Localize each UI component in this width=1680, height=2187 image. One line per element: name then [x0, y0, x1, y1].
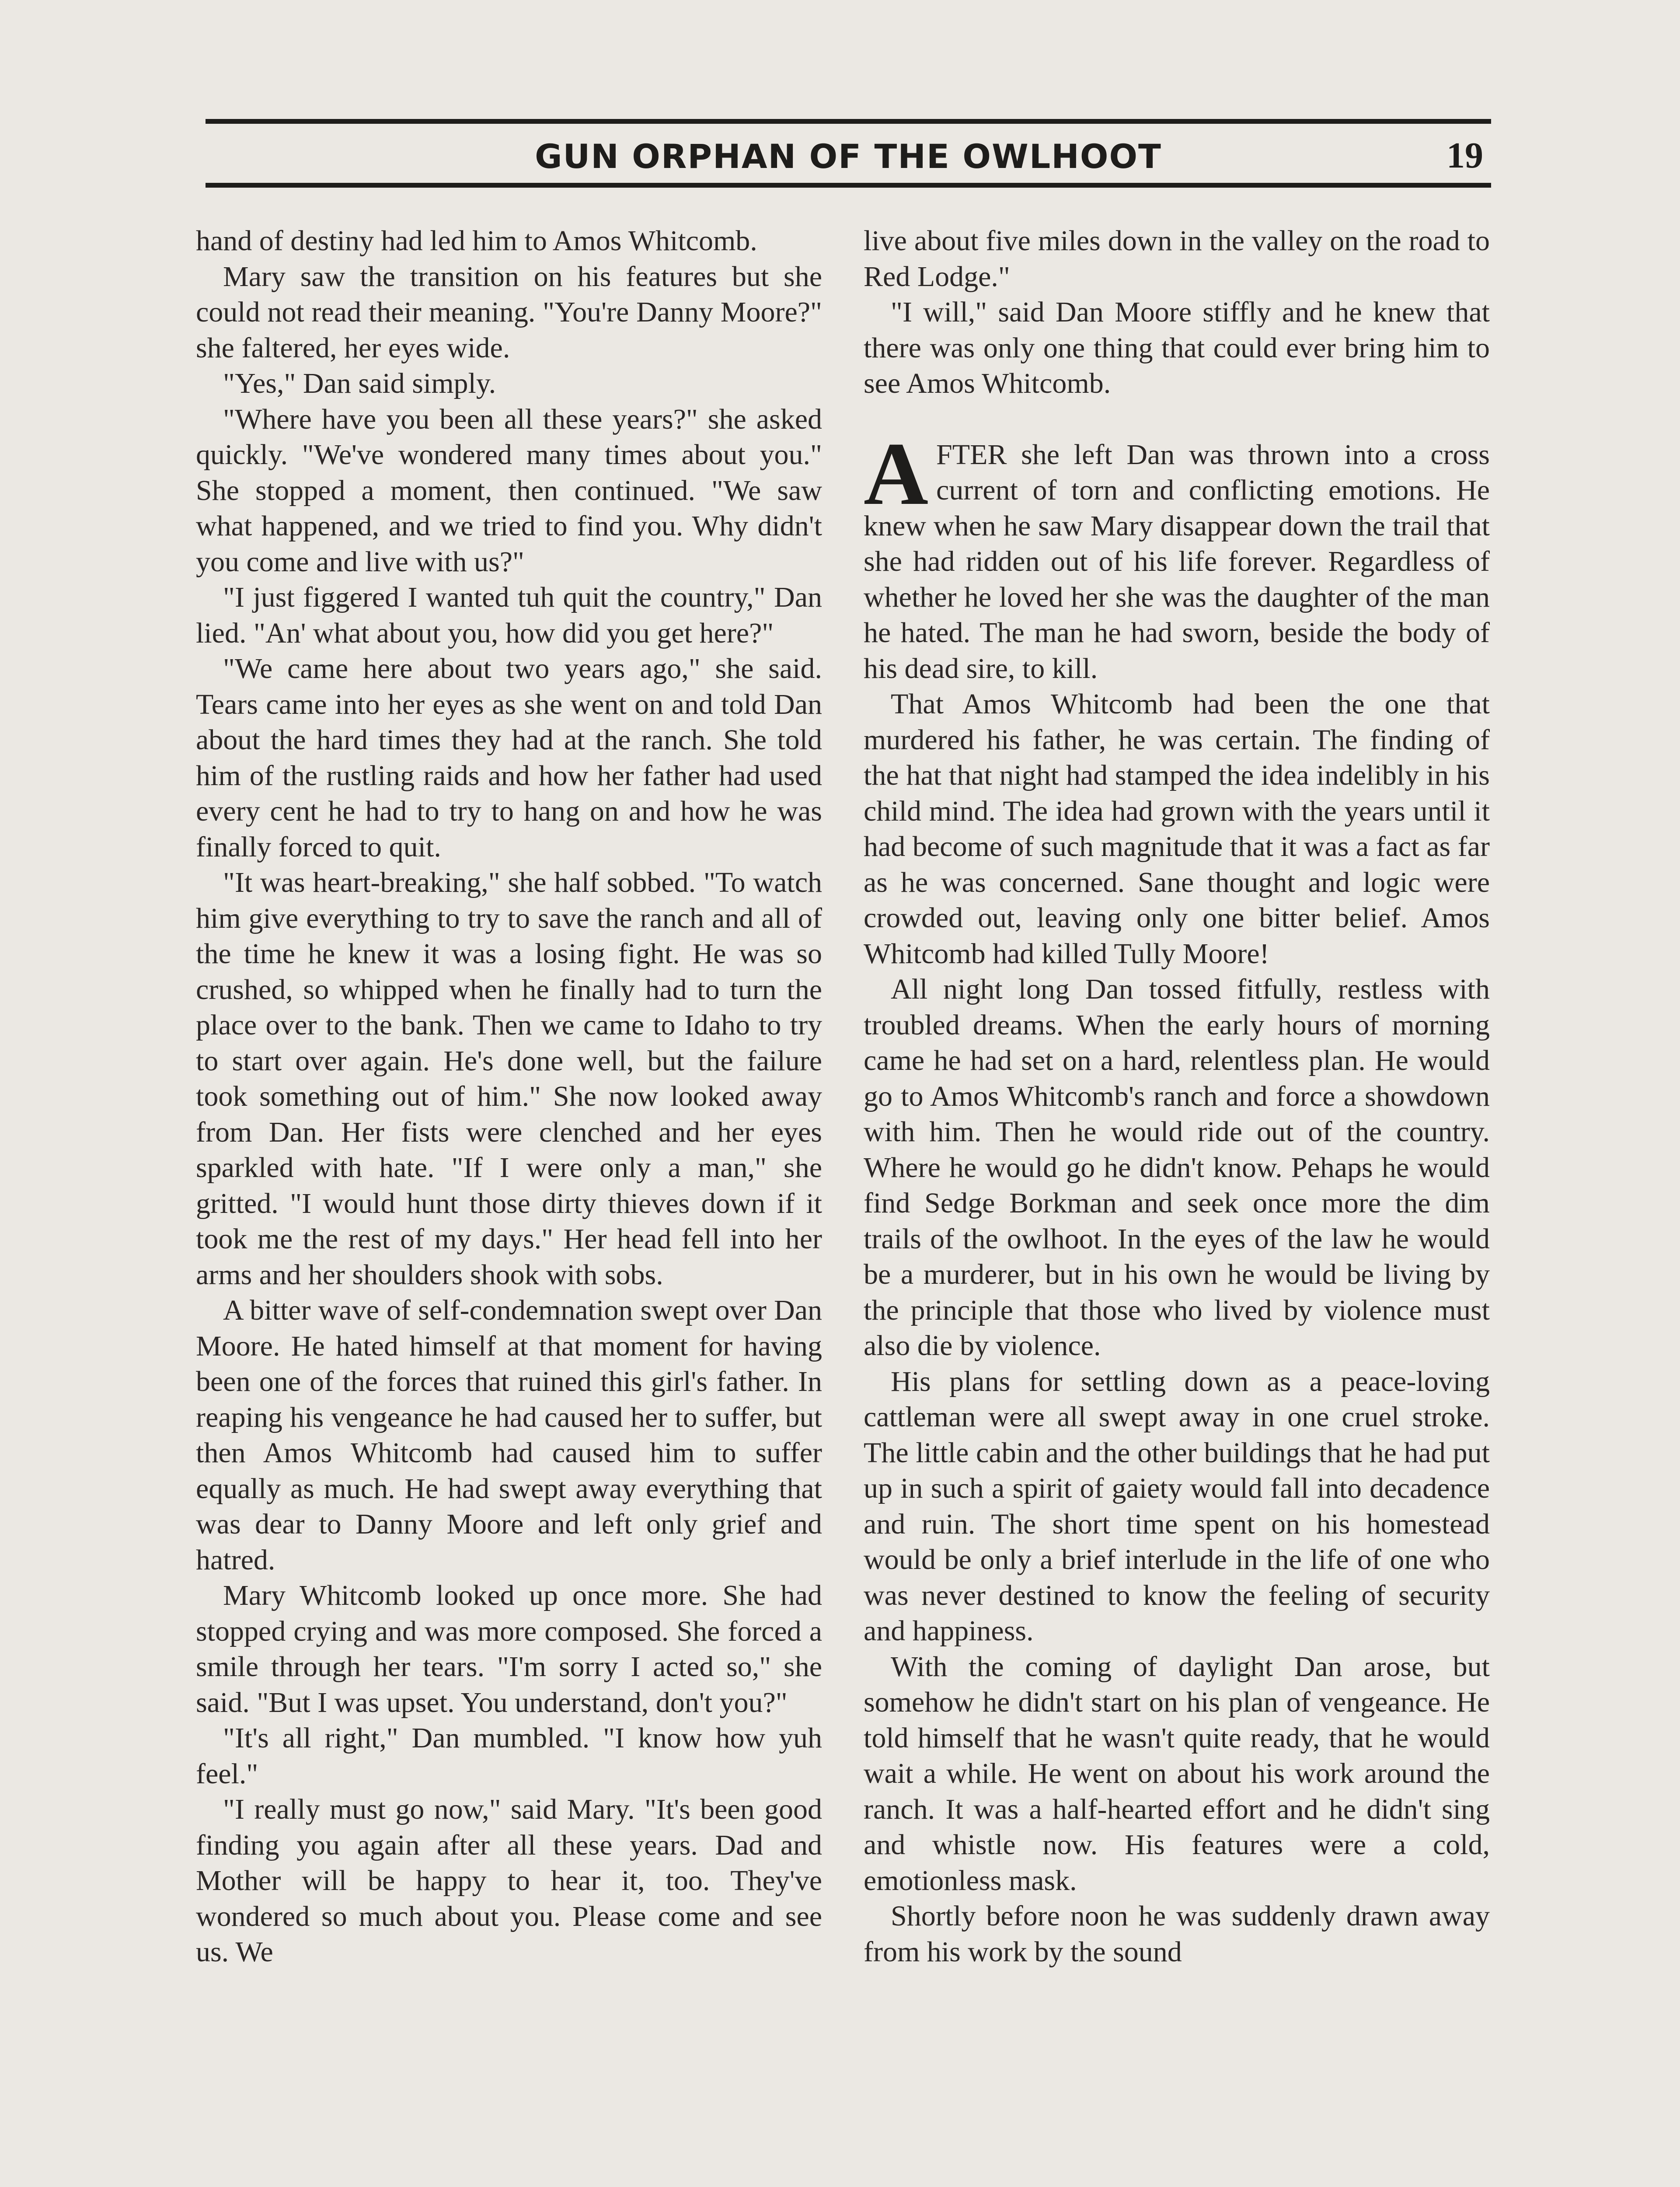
drop-cap: A: [864, 424, 929, 524]
header-top-rule: [206, 119, 1491, 124]
paragraph: "It's all right," Dan mumbled. "I know how yuh feel.": [196, 1722, 822, 1790]
running-title: GUN ORPHAN OF THE OWLHOOT: [535, 137, 1162, 176]
drop-paragraph-text: FTER she left Dan was thrown into a cross current of torn and conflicting emotions. He knew when he saw Mary disappear down the trail that she had ridden out of his life forever. Regardless of whether he loved her she was the daughter of the man he hated. The man he had sworn, beside the body of his dead sire, to kill.: [864, 438, 1490, 685]
section-opening-paragraph: [864, 424, 1490, 687]
paragraph: Mary Whitcomb looked up once more. She had stopped crying and was more composed. She forced a smile through her tears. "I'm sorry I acted so," she said. "But I was upset. You understand, don't you?": [196, 1579, 822, 1719]
right-column: [864, 223, 1490, 1970]
header-bottom-rule: [206, 183, 1491, 188]
paragraph: A bitter wave of self-condemnation swept over Dan Moore. He hated himself at that moment for having been one of the forces that ruined this girl's father. In reaping his vengeance he had caused her to suffer, but then Amos Whitcomb had caused him to suffer equally as much. He had swept away everything that was dear to Danny Moore and left only grief and hatred.: [196, 1294, 822, 1576]
paragraph: "It was heart-breaking," she half sobbed. "To watch him give everything to try to save the ranch and all of the time he knew it was a losing fight. He was so crushed, so whipped when he finally had to turn the place over to the bank. Then we came to Idaho to try to start over again. He's done well, but the failure took something out of him." She now looked away from Dan. Her fists were clenched and her eyes sparkled with hate. "If I were only a man," she gritted. "I would hunt those dirty thieves down if it took me the rest of my days." Her head fell into her arms and her shoulders shook with sobs.: [196, 866, 822, 1291]
page-number: 19: [1446, 135, 1483, 176]
paragraph: "Where have you been all these years?" she asked quickly. "We've wondered many times about you." She stopped a moment, then continued. "We saw what happened, and we tried to find you. Why didn't you come and live with us?": [196, 403, 822, 578]
page-header: [206, 133, 1491, 182]
paragraph: live about five miles down in the valley on the road to Red Lodge.": [864, 225, 1490, 293]
paragraph: All night long Dan tossed fitfully, restless with troubled dreams. When the early hours of morning came he had set on a hard, relentless plan. He would go to Amos Whitcomb's ranch and force a showdown with him. Then he would ride out of the country. Where he would go he didn't know. Pehaps he would find Sedge Borkman and seek once more the dim trails of the owlhoot. In the eyes of the law he would be a murderer, but in his own he would be living by the principle that those who lived by violence must also die by violence.: [864, 973, 1490, 1362]
paragraph: "We came here about two years ago," she said. Tears came into her eyes as she went on and told Dan about the hard times they had at the ranch. She told him of the rustling raids and how her father had used every cent he had to try to hang on and how he was finally forced to quit.: [196, 653, 822, 863]
paragraph: "I really must go now," said Mary. "It's been good finding you again after all these years. Dad and Mother will be happy to hear it, too. They've wondered so much about you. Please come and see us. We: [196, 1793, 822, 1968]
paragraph: hand of destiny had led him to Amos Whitcomb.: [196, 225, 757, 257]
paragraph: Mary saw the transition on his features but she could not read their meaning. "You're Danny Moore?" she faltered, her eyes wide.: [196, 260, 822, 364]
paragraph: "I just figgered I wanted tuh quit the country," Dan lied. "An' what about you, how did you get here?": [196, 581, 822, 649]
paragraph: His plans for settling down as a peace-loving cattleman were all swept away in one cruel stroke. The little cabin and the other buildings that he had put up in such a spirit of gaiety would fall into decadence and ruin. The short time spent on his homestead would be only a brief interlude in the life of one who was never destined to know the feeling of security and happiness.: [864, 1365, 1490, 1647]
paragraph: "Yes," Dan said simply.: [223, 367, 496, 399]
paragraph: With the coming of daylight Dan arose, but somehow he didn't start on his plan of vengeance. He told himself that he wasn't quite ready, that he would wait a while. He went on about his work around the ranch. It was a half-hearted effort and he didn't sing and whistle now. His features were a cold, emotionless mask.: [864, 1650, 1490, 1897]
paragraph: Shortly before noon he was suddenly drawn away from his work by the sound: [864, 1900, 1490, 1968]
paragraph: "I will," said Dan Moore stiffly and he knew that there was only one thing that could ever bring him to see Amos Whitcomb.: [864, 296, 1490, 399]
paragraph: That Amos Whitcomb had been the one that murdered his father, he was certain. The finding of the hat that night had stamped the idea indelibly in his child mind. The idea had grown with the years until it had become of such magnitude that it was a fact as far as he was concerned. Sane thought and logic were crowded out, leaving only one bitter belief. Amos Whitcomb had killed Tully Moore!: [864, 688, 1490, 970]
left-column: [196, 223, 822, 1970]
